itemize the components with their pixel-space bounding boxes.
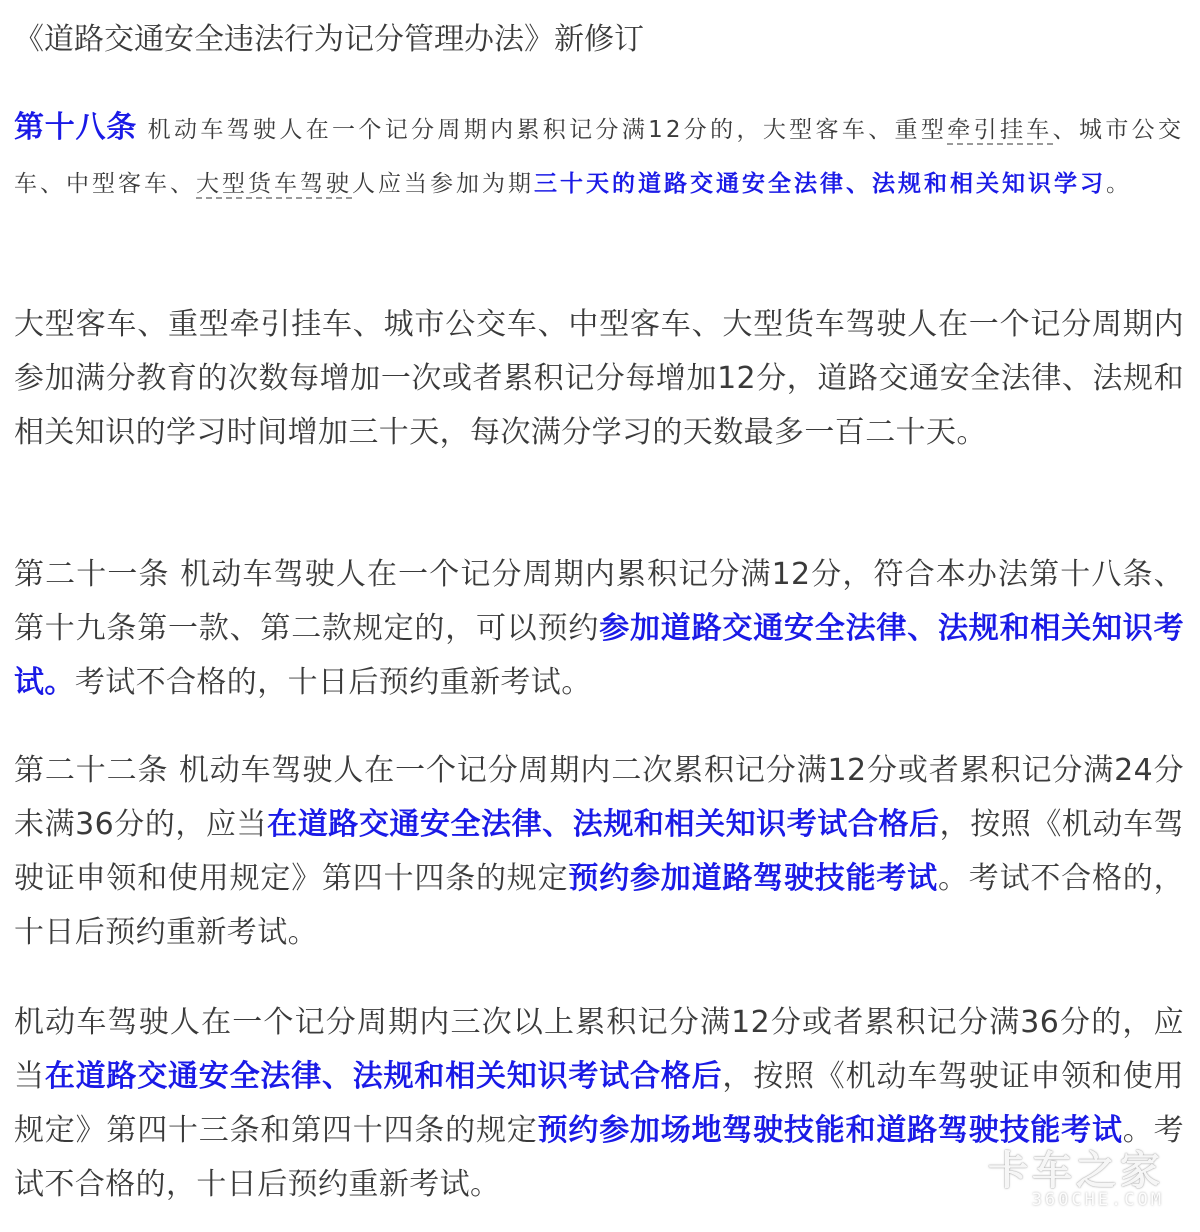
article-22-text-3: 。考试不合格的，十日后预约重新考试。	[14, 861, 1184, 950]
paragraph-5-text-3: 。考试不合格的，十日后预约重新考试。	[14, 1113, 1184, 1202]
article-18-text-2: 、城市公交车、中型客车、	[14, 117, 1185, 197]
article-21-text-2: 考试不合格的，十日后预约重新考试。	[74, 665, 592, 700]
paragraph-5-text: 机动车驾驶人在一个记分周期内三次以上累积记分满12分或者累积记分满36分的，应当	[14, 1005, 1184, 1094]
article-18-text: 机动车驾驶人在一个记分周期内累积记分满12分的，大型客车、重型	[136, 117, 948, 143]
article-22-highlight-2: 预约参加道路驾驶技能考试	[568, 861, 938, 896]
article-18-underlined-term-2: 大型货车驾驶	[196, 171, 352, 197]
watermark-domain: 360CHE.COM	[1031, 1190, 1164, 1210]
article-18-text-3: 人应当参加为期	[352, 171, 534, 197]
article-22-second-paragraph	[14, 996, 1184, 1212]
article-18-paragraph	[14, 101, 1184, 211]
article-22-highlight-1: 在道路交通安全法律、法规和相关知识考试合格后	[267, 807, 940, 842]
paragraph-5-text-2: ，按照《机动车驾驶证申领和使用规定》第四十三条和第四十四条的规定	[14, 1059, 1184, 1148]
paragraph-5-highlight-2: 预约参加场地驾驶技能和道路驾驶技能考试	[537, 1113, 1123, 1148]
article-22-text-2: ，按照《机动车驾驶证申领和使用规定》第四十四条的规定	[14, 807, 1184, 896]
article-22-paragraph	[14, 744, 1184, 960]
article-18-underlined-term-1: 牵引挂车	[947, 117, 1053, 143]
page-title: 《道路交通安全违法行为记分管理办法》新修订	[14, 22, 644, 57]
article-21-text: 第二十一条 机动车驾驶人在一个记分周期内累积记分满12分，符合本办法第十八条、第十九条第一款、第二款规定的，可以预约	[14, 557, 1184, 646]
watermark-logo-text: 卡车之家	[988, 1148, 1164, 1194]
article-18-end: 。	[1106, 171, 1132, 197]
article-21-paragraph	[14, 548, 1184, 710]
article-21-highlight: 参加道路交通安全法律、法规和相关知识考试。	[14, 611, 1184, 700]
paragraph-5-highlight-1: 在道路交通安全法律、法规和相关知识考试合格后	[44, 1059, 723, 1094]
article-18-label: 第十八条	[14, 110, 137, 145]
article-18-highlight: 三十天的道路交通安全法律、法规和相关知识学习	[534, 171, 1106, 197]
article-22-text: 第二十二条 机动车驾驶人在一个记分周期内二次累积记分满12分或者累积记分满24分未满36分的，应当	[14, 753, 1184, 842]
paragraph-large-vehicle-rules: 大型客车、重型牵引挂车、城市公交车、中型客车、大型货车驾驶人在一个记分周期内参加满分教育的次数每增加一次或者累积记分每增加12分，道路交通安全法律、法规和相关知识的学习时间增加三十天，每次满分学习的天数最多一百二十天。	[14, 307, 1184, 450]
